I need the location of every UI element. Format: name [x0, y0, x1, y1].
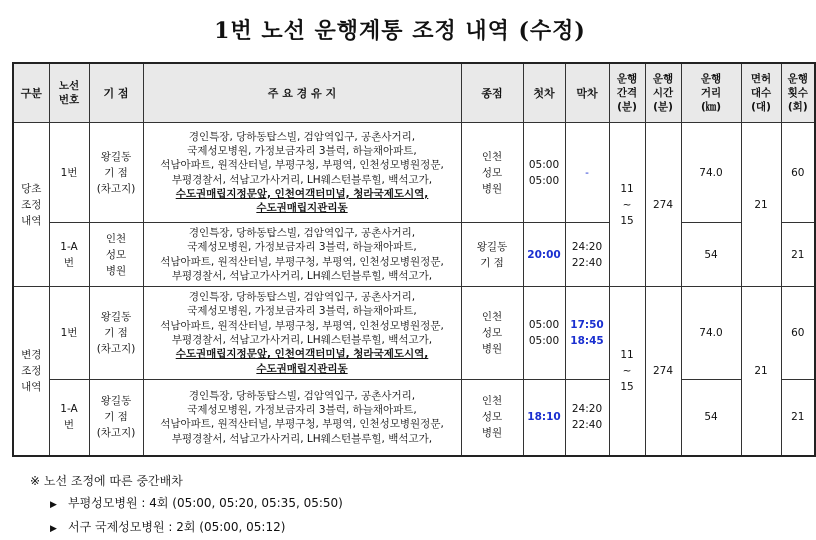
triangle-bullet-icon: ▶ [50, 500, 57, 510]
start-point: 인천 성모 병원 [89, 223, 143, 287]
route-stops: 경인특장, 당하동탑스빌, 검암역입구, 공촌사거리, 국제성모병원, 가정보금자리 3블럭, 하늘채아파트, 석남아파트, 원적산터널, 부평구청, 부평역, 인천성모병원정문, 부평경찰서, 석남고가사거리, LH웨스턴블루힐, 백석고가, [143, 223, 461, 287]
last-bus: 17:50 18:45 [565, 287, 609, 380]
route-stops: 경인특장, 당하동탑스빌, 검암역입구, 공촌사거리, 국제성모병원, 가정보금자리 3블럭, 하늘채아파트, 석남아파트, 원적산터널, 부평구청, 부평역, 인천성모병원정문, 부평경찰서, 석남고가사거리, LH웨스턴블루힐, 백석고가, 수도권매립지정문앞, 인천여객터미널, 청라국제도시역, 수도권매립지관리동 [143, 287, 461, 380]
note-item: ▶ 서구 국제성모병원 : 2회 (05:00, 05:12) [30, 516, 343, 540]
group-label: 당초 조정 내역 [13, 123, 49, 287]
header-division: 구분 [13, 63, 49, 123]
last-bus: - [565, 123, 609, 223]
header-interval: 운행 간격 (분) [609, 63, 645, 123]
line-number: 1번 [49, 123, 89, 223]
runs: 21 [781, 380, 815, 456]
table-row [13, 223, 815, 287]
first-bus: 20:00 [523, 223, 565, 287]
distance: 74.0 [681, 287, 741, 380]
table-header-row [13, 63, 815, 123]
start-point: 왕길동 기 점 (차고지) [89, 380, 143, 456]
header-last: 막차 [565, 63, 609, 123]
last-bus: 24:20 22:40 [565, 380, 609, 456]
route-stops: 경인특장, 당하동탑스빌, 검암역입구, 공촌사거리, 국제성모병원, 가정보금자리 3블럭, 하늘채아파트, 석남아파트, 원적산터널, 부평구청, 부평역, 인천성모병원정문, 부평경찰서, 석남고가사거리, LH웨스턴블루힐, 백석고가, [143, 380, 461, 456]
interval: 11 ~ 15 [609, 287, 645, 456]
table-row [13, 287, 815, 380]
distance: 54 [681, 380, 741, 456]
vehicles: 21 [741, 123, 781, 287]
runs: 60 [781, 287, 815, 380]
line-number: 1-A 번 [49, 380, 89, 456]
triangle-bullet-icon: ▶ [50, 524, 57, 534]
duration: 274 [645, 123, 681, 287]
table-row [13, 380, 815, 456]
first-bus: 05:00 05:00 [523, 287, 565, 380]
header-distance: 운행 거리 (㎞) [681, 63, 741, 123]
page-title: 1번 노선 운행계통 조정 내역 (수정) [214, 18, 586, 44]
end-point: 인천 성모 병원 [461, 123, 523, 223]
last-bus: 24:20 22:40 [565, 223, 609, 287]
duration: 274 [645, 287, 681, 456]
header-runs: 운행 횟수 (회) [781, 63, 815, 123]
start-point: 왕길동 기 점 (차고지) [89, 287, 143, 380]
end-point: 인천 성모 병원 [461, 287, 523, 380]
vehicles: 21 [741, 287, 781, 456]
first-bus: 05:00 05:00 [523, 123, 565, 223]
table-row [13, 123, 815, 223]
interval: 11 ~ 15 [609, 123, 645, 287]
distance: 54 [681, 223, 741, 287]
end-point: 인천 성모 병원 [461, 380, 523, 456]
notes-heading: ※ 노선 조정에 따른 중간배차 [30, 474, 183, 488]
note-item: ▶ 부평성모병원 : 4회 (05:00, 05:20, 05:35, 05:50) [30, 492, 343, 516]
line-number: 1번 [49, 287, 89, 380]
header-first: 첫차 [523, 63, 565, 123]
schedule-table [12, 62, 816, 457]
distance: 74.0 [681, 123, 741, 223]
runs: 60 [781, 123, 815, 223]
header-route: 주 요 경 유 지 [143, 63, 461, 123]
header-vehicles: 면허 대수 (대) [741, 63, 781, 123]
group-label: 변경 조정 내역 [13, 287, 49, 456]
line-number: 1-A 번 [49, 223, 89, 287]
start-point: 왕길동 기 점 (차고지) [89, 123, 143, 223]
header-end: 종점 [461, 63, 523, 123]
header-line-no: 노선 번호 [49, 63, 89, 123]
end-point: 왕길동 기 점 [461, 223, 523, 287]
first-bus: 18:10 [523, 380, 565, 456]
route-stops: 경인특장, 당하동탑스빌, 검암역입구, 공촌사거리, 국제성모병원, 가정보금자리 3블럭, 하늘채아파트, 석남아파트, 원적산터널, 부평구청, 부평역, 인천성모병원정문, 부평경찰서, 석남고가사거리, LH웨스턴블루힐, 백석고가, 수도권매립지정문앞, 인천여객터미널, 청라국제도시역, 수도권매립지관리동 [143, 123, 461, 223]
runs: 21 [781, 223, 815, 287]
header-start: 기 점 [89, 63, 143, 123]
header-duration: 운행 시간 (분) [645, 63, 681, 123]
notes-section [30, 470, 343, 540]
